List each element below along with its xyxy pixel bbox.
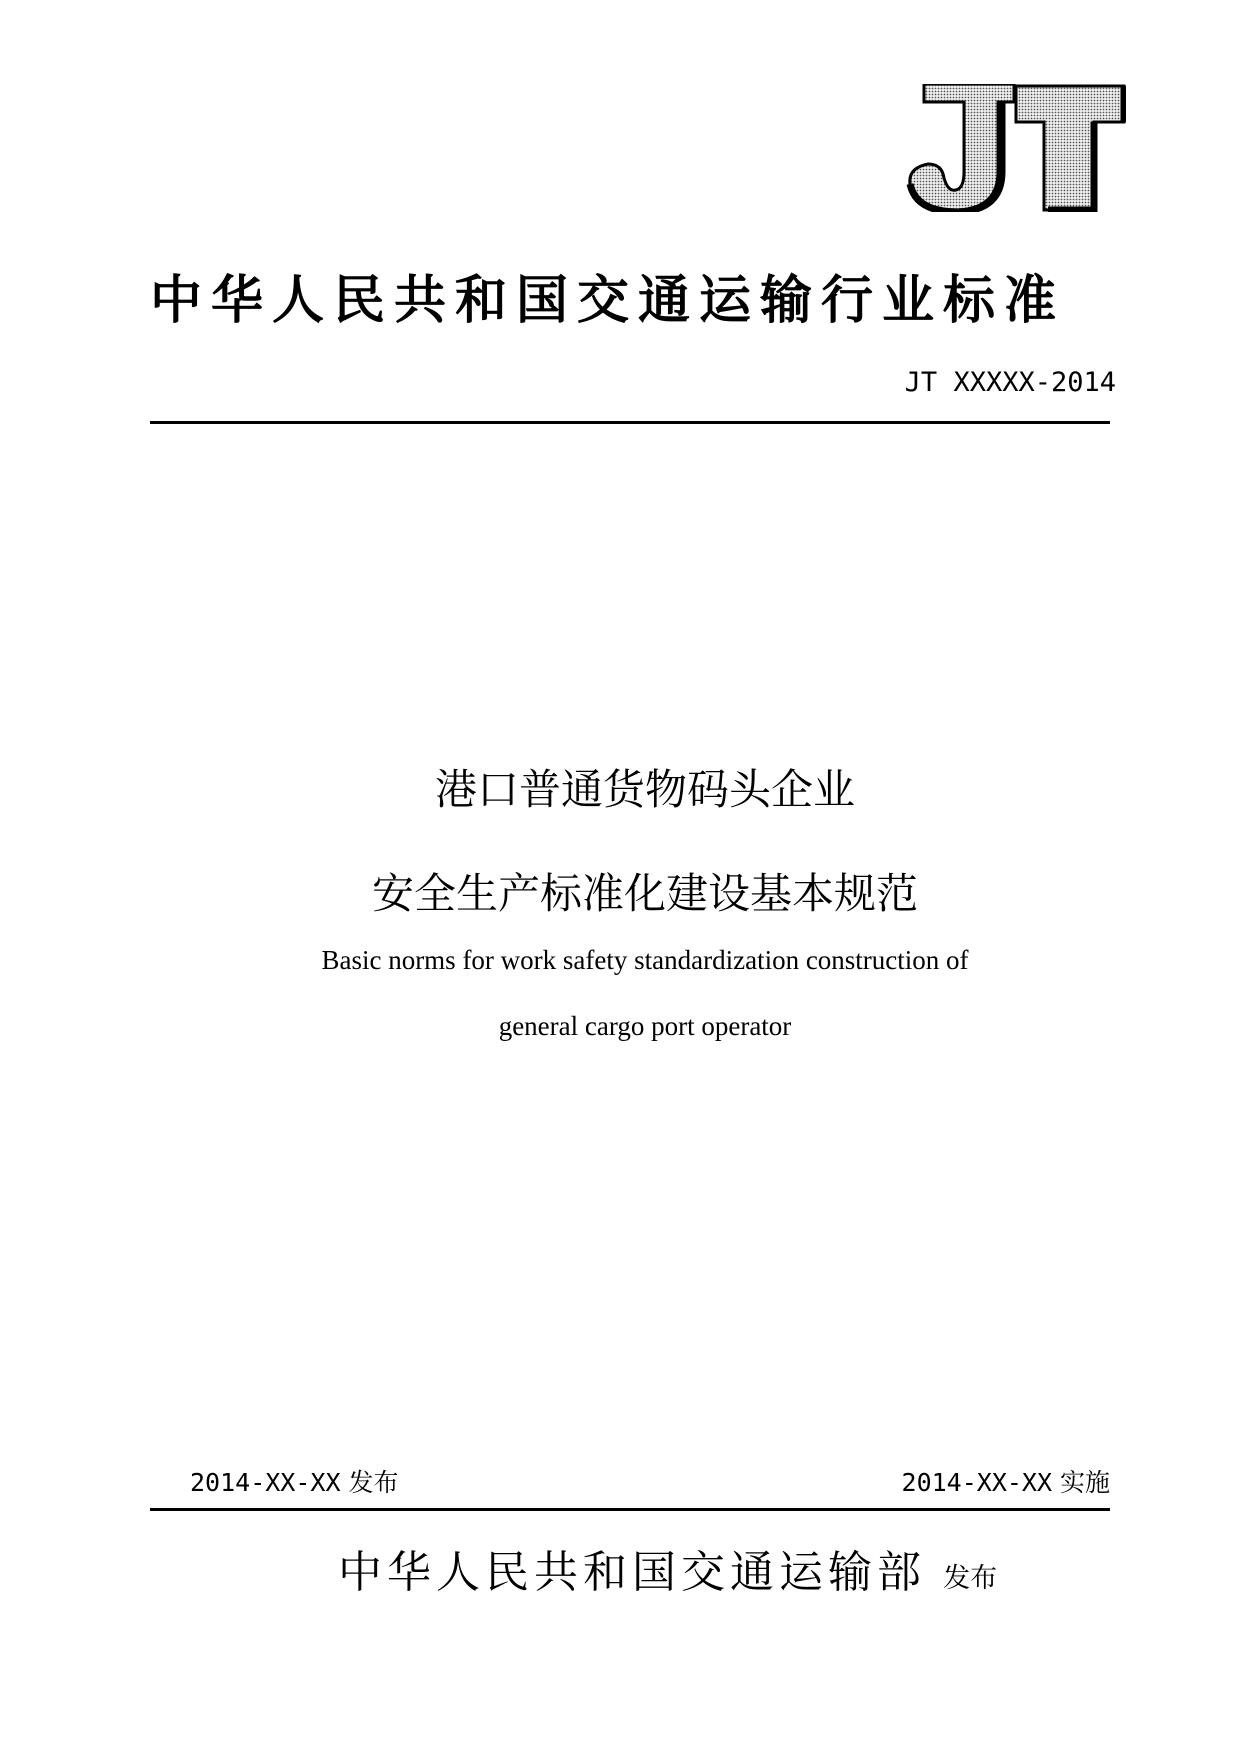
document-title-en-line2: general cargo port operator: [498, 1011, 792, 1041]
issue-date: 2014-XX-XX: [190, 1468, 341, 1497]
issue-date-line: [190, 1463, 398, 1499]
header-divider: [150, 421, 1110, 424]
standard-category-title: 中华人民共和国交通运输行业标准: [150, 271, 1066, 331]
implement-date-line: [902, 1463, 1110, 1499]
publisher-line: [338, 1536, 997, 1600]
issue-label: 发布: [348, 1468, 399, 1497]
document-title-cn-line2: 安全生产标准化建设基本规范: [371, 869, 918, 918]
implement-date: 2014-XX-XX: [901, 1468, 1053, 1497]
standard-number: JT XXXXX-2014: [904, 367, 1116, 398]
jt-logo: [898, 84, 1126, 212]
footer-divider: [150, 1508, 1110, 1511]
publisher-name: 中华人民共和国交通运输部: [338, 1547, 926, 1598]
implement-label: 实施: [1059, 1468, 1110, 1497]
document-title-en-line1: Basic norms for work safety standardization construction of: [321, 945, 969, 975]
publish-label: 发布: [943, 1563, 998, 1594]
document-title-cn-line1: 港口普通货物码头企业: [434, 765, 855, 814]
